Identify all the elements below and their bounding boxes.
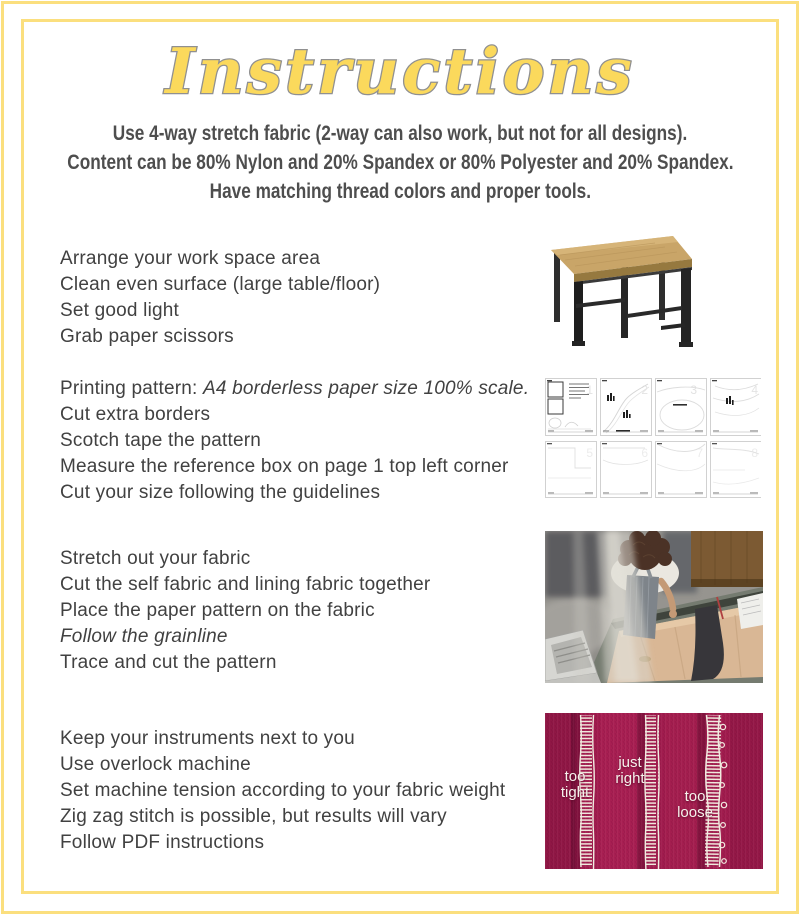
intro-line-2 — [40, 148, 760, 177]
instruction-line — [60, 454, 540, 480]
pattern-page-2 — [601, 379, 652, 436]
paper-sheet — [737, 593, 763, 629]
intro-line-1-text: Use 4-way stretch fabric (2-way can also work, but not for all designs). — [112, 121, 688, 145]
instruction-line — [60, 726, 540, 752]
wood-cabinet — [691, 531, 763, 587]
label-just-right-line2: right — [615, 770, 645, 787]
intro-line-1 — [40, 119, 760, 148]
fabric-cutting-photo — [545, 531, 763, 683]
pattern-page-5 — [546, 442, 597, 498]
workspace-instructions — [60, 246, 540, 350]
instruction-line — [60, 376, 540, 402]
instruction-line — [60, 246, 540, 272]
instruction-text: Set good light — [60, 300, 179, 321]
instruction-line — [60, 428, 540, 454]
label-too-loose-line2: loose — [677, 804, 713, 821]
instruction-text: Scotch tape the pattern — [60, 430, 262, 451]
pattern-page-6 — [601, 442, 652, 498]
svg-text:5: 5 — [586, 446, 593, 460]
svg-text:2: 2 — [641, 383, 648, 397]
instruction-line — [60, 572, 540, 598]
instruction-line — [60, 598, 540, 624]
sewing-instructions — [60, 726, 540, 856]
label-just-right-line1: just — [618, 754, 642, 771]
instruction-text: Clean even surface (large table/floor) — [60, 274, 381, 295]
label-too-loose — [667, 789, 723, 821]
page-title: Instructions — [165, 34, 635, 108]
label-too-loose-line1: too — [684, 788, 706, 805]
instruction-line — [60, 650, 540, 676]
printing-instructions — [60, 376, 540, 506]
instruction-line — [60, 480, 540, 506]
svg-text:8: 8 — [751, 446, 758, 460]
pattern-page-8 — [711, 442, 762, 498]
instruction-text: Cut extra borders — [60, 404, 211, 425]
instruction-line — [60, 778, 540, 804]
pattern-pages-illustration — [545, 378, 761, 498]
instruction-text: Follow PDF instructions — [60, 832, 265, 853]
instruction-text: Cut your size following the guidelines — [60, 482, 381, 503]
cutting-instructions — [60, 546, 540, 676]
intro-text — [40, 119, 760, 206]
workbench-image — [545, 228, 695, 348]
instruction-line — [60, 546, 540, 572]
instruction-text-italic: A4 borderless paper size 100% scale. — [203, 378, 530, 399]
instruction-line — [60, 272, 540, 298]
workbench-illustration — [545, 228, 695, 348]
instruction-text: Set machine tension according to your fabric weight — [60, 780, 506, 801]
instruction-text: Place the paper pattern on the fabric — [60, 600, 375, 621]
instruction-text: Zig zag stitch is possible, but results will vary — [60, 806, 447, 827]
svg-text:4: 4 — [751, 383, 758, 397]
pattern-page-7 — [656, 442, 707, 498]
instruction-line — [60, 324, 540, 350]
label-too-tight-line2: tight — [560, 784, 590, 801]
instruction-text-italic: Follow the grainline — [60, 626, 228, 647]
pattern-pages-image — [545, 378, 761, 498]
svg-text:6: 6 — [641, 446, 648, 460]
intro-line-3-text: Have matching thread colors and proper tools. — [209, 179, 591, 203]
instruction-line — [60, 624, 540, 650]
intro-line-3 — [40, 177, 760, 206]
label-too-tight-line1: too — [564, 768, 586, 785]
overlock-tension-sample-image — [545, 713, 763, 869]
instruction-text: Cut the self fabric and lining fabric together — [60, 574, 431, 595]
workbench-top — [551, 236, 692, 285]
workbench-braces — [576, 298, 685, 330]
svg-text:7: 7 — [696, 446, 703, 460]
fabric-cutting-illustration — [545, 531, 763, 683]
pattern-page-3 — [656, 379, 707, 436]
instruction-text: Stretch out your fabric — [60, 548, 251, 569]
instruction-line — [60, 298, 540, 324]
instruction-text: Trace and cut the pattern — [60, 652, 277, 673]
instruction-text: Use overlock machine — [60, 754, 251, 775]
instruction-line — [60, 804, 540, 830]
pattern-page-4 — [711, 379, 762, 436]
instruction-text: Arrange your work space area — [60, 248, 321, 269]
instruction-text: Keep your instruments next to you — [60, 728, 355, 749]
instruction-line — [60, 830, 540, 856]
instruction-line — [60, 402, 540, 428]
seam-just-right — [645, 715, 659, 869]
label-just-right — [605, 755, 655, 787]
instruction-text: Printing pattern: — [60, 378, 204, 399]
svg-text:3: 3 — [690, 383, 697, 397]
svg-text:1: 1 — [586, 383, 593, 397]
label-too-tight — [551, 769, 599, 801]
intro-line-2-text: Content can be 80% Nylon and 20% Spandex or 80% Polyester and 20% Spandex. — [66, 150, 734, 174]
instruction-text: Grab paper scissors — [60, 326, 234, 347]
instruction-line — [60, 752, 540, 778]
pattern-page-1 — [546, 379, 597, 436]
instruction-text: Measure the reference box on page 1 top left corner — [60, 456, 509, 477]
